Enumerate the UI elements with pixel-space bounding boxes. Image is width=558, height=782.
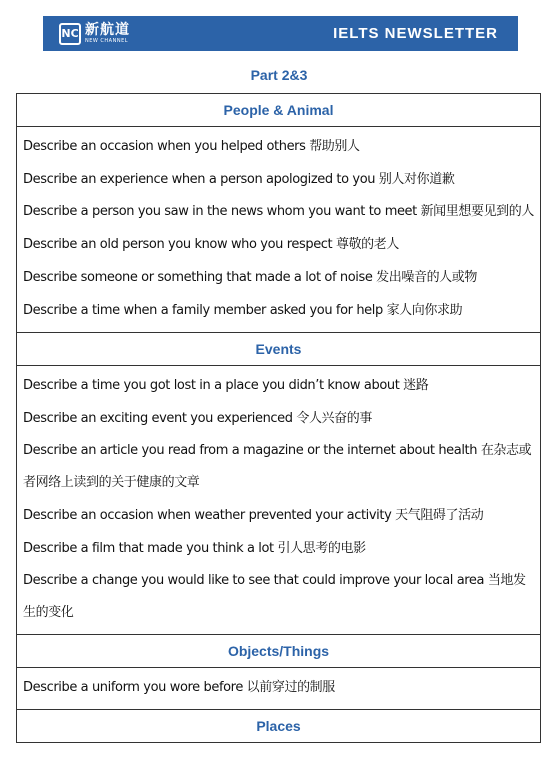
topic-item: Describe an exciting event you experienced 令人兴奋的事 <box>23 411 372 426</box>
topic-item: Describe a person you saw in the news whom you want to meet 新闻里想要见到的人 <box>23 204 534 219</box>
topic-item: Describe a time when a family member asked you for help 家人向你求助 <box>23 303 463 318</box>
topic-item: Describe a time you got lost in a place you didn’t know about 迷路 <box>23 378 429 393</box>
section-body-objects-things <box>17 668 540 710</box>
topic-item: Describe a change you would like to see that could improve your local area 当地发生的变化 <box>23 573 526 620</box>
topic-item: Describe someone or something that made a lot of noise 发出噪音的人或物 <box>23 270 477 285</box>
newsletter-title: IELTS NEWSLETTER <box>333 25 498 42</box>
topic-item: Describe an experience when a person apologized to you 别人对你道歉 <box>23 172 455 187</box>
topic-item: Describe a uniform you wore before 以前穿过的制服 <box>23 680 335 695</box>
new-channel-logo <box>59 23 130 45</box>
section-header-events: Events <box>17 333 540 366</box>
section-body-people-animal <box>17 127 540 333</box>
logo-mark-icon: NC <box>59 23 81 45</box>
newsletter-header <box>43 16 518 51</box>
section-header-objects-things: Objects/Things <box>17 635 540 668</box>
section-body-events <box>17 366 540 635</box>
part-title: Part 2&3 <box>250 67 308 83</box>
topics-table <box>16 93 541 743</box>
topic-item: Describe an occasion when you helped others 帮助别人 <box>23 139 360 154</box>
topic-item: Describe an article you read from a magazine or the internet about health 在杂志或者网络上读到的关于健康的文章 <box>23 443 532 490</box>
logo-english-name: NEW CHANNEL <box>85 38 129 44</box>
section-header-people-animal: People & Animal <box>17 94 540 127</box>
topic-item: Describe an old person you know who you respect 尊敬的老人 <box>23 237 399 252</box>
topic-item: Describe a film that made you think a lot 引人思考的电影 <box>23 541 366 556</box>
logo-chinese-name: 新航道 <box>85 22 130 38</box>
topic-item: Describe an occasion when weather prevented your activity 天气阻碍了活动 <box>23 508 484 523</box>
section-header-places: Places <box>17 710 540 743</box>
